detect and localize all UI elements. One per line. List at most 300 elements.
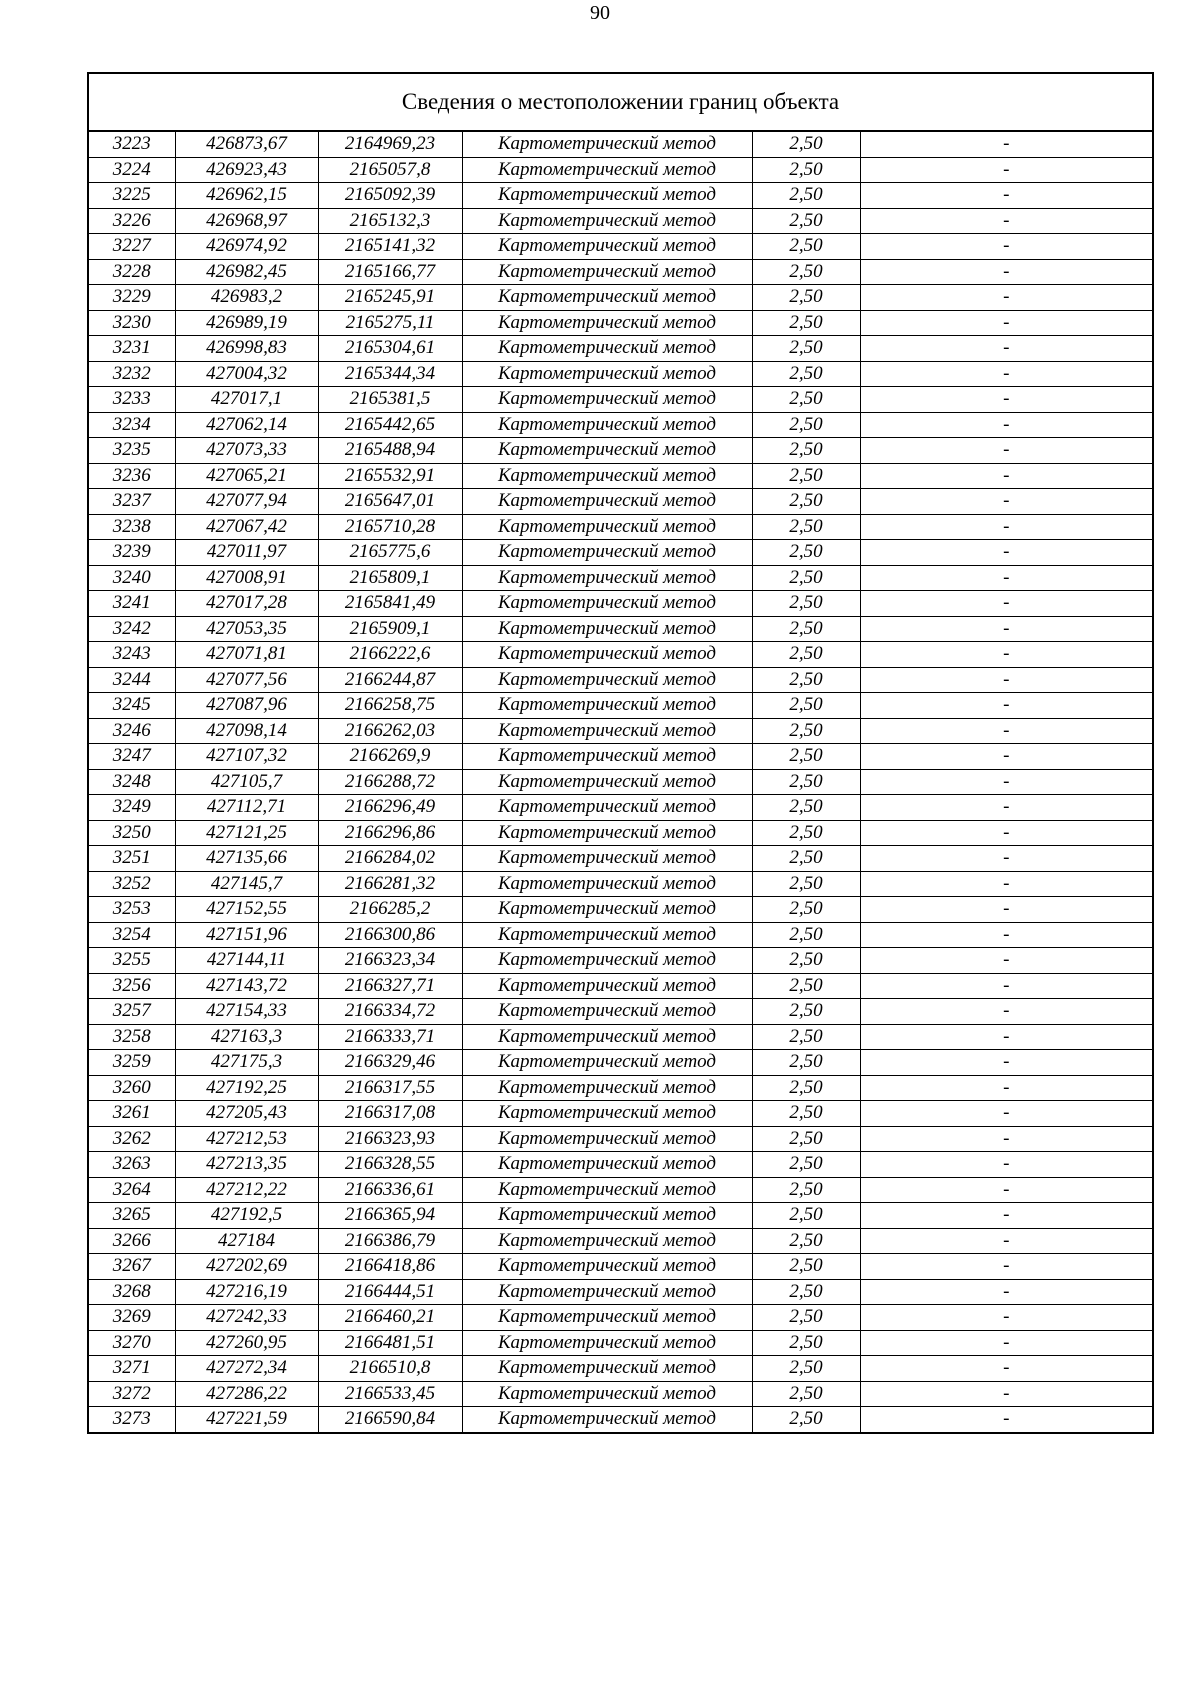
accuracy-cell: 2,50 (752, 973, 860, 999)
y-coordinate-cell: 2166262,03 (318, 718, 462, 744)
table-row (89, 1254, 1152, 1280)
description-cell: - (860, 897, 1152, 923)
x-coordinate-cell: 427144,11 (175, 948, 318, 974)
point-number-cell: 3238 (89, 514, 175, 540)
method-cell: Картометрический метод (462, 438, 752, 464)
table-row (89, 973, 1152, 999)
method-cell: Картометрический метод (462, 948, 752, 974)
y-coordinate-cell: 2166317,55 (318, 1075, 462, 1101)
x-coordinate-cell: 427286,22 (175, 1381, 318, 1407)
y-coordinate-cell: 2165132,3 (318, 208, 462, 234)
x-coordinate-cell: 427062,14 (175, 412, 318, 438)
table-row (89, 310, 1152, 336)
y-coordinate-cell: 2166323,93 (318, 1126, 462, 1152)
table-row (89, 616, 1152, 642)
point-number-cell: 3248 (89, 769, 175, 795)
method-cell: Картометрический метод (462, 922, 752, 948)
table-row (89, 1075, 1152, 1101)
point-number-cell: 3225 (89, 183, 175, 209)
y-coordinate-cell: 2165909,1 (318, 616, 462, 642)
description-cell: - (860, 336, 1152, 362)
point-number-cell: 3256 (89, 973, 175, 999)
y-coordinate-cell: 2166327,71 (318, 973, 462, 999)
accuracy-cell: 2,50 (752, 1024, 860, 1050)
accuracy-cell: 2,50 (752, 795, 860, 821)
x-coordinate-cell: 426989,19 (175, 310, 318, 336)
point-number-cell: 3250 (89, 820, 175, 846)
accuracy-cell: 2,50 (752, 1305, 860, 1331)
y-coordinate-cell: 2165442,65 (318, 412, 462, 438)
y-coordinate-cell: 2165647,01 (318, 489, 462, 515)
method-cell: Картометрический метод (462, 336, 752, 362)
y-coordinate-cell: 2166323,34 (318, 948, 462, 974)
method-cell: Картометрический метод (462, 591, 752, 617)
y-coordinate-cell: 2165381,5 (318, 387, 462, 413)
table-row (89, 1279, 1152, 1305)
point-number-cell: 3254 (89, 922, 175, 948)
point-number-cell: 3273 (89, 1407, 175, 1432)
y-coordinate-cell: 2166336,61 (318, 1177, 462, 1203)
x-coordinate-cell: 427163,3 (175, 1024, 318, 1050)
accuracy-cell: 2,50 (752, 208, 860, 234)
description-cell: - (860, 1279, 1152, 1305)
x-coordinate-cell: 426962,15 (175, 183, 318, 209)
x-coordinate-cell: 427065,21 (175, 463, 318, 489)
description-cell: - (860, 412, 1152, 438)
table-row (89, 514, 1152, 540)
table-row (89, 820, 1152, 846)
method-cell: Картометрический метод (462, 795, 752, 821)
y-coordinate-cell: 2166510,8 (318, 1356, 462, 1382)
accuracy-cell: 2,50 (752, 1050, 860, 1076)
point-number-cell: 3233 (89, 387, 175, 413)
x-coordinate-cell: 427192,25 (175, 1075, 318, 1101)
description-cell: - (860, 463, 1152, 489)
table-row (89, 744, 1152, 770)
table-row (89, 1050, 1152, 1076)
y-coordinate-cell: 2165245,91 (318, 285, 462, 311)
description-cell: - (860, 693, 1152, 719)
table-row (89, 1126, 1152, 1152)
x-coordinate-cell: 427004,32 (175, 361, 318, 387)
table-row (89, 922, 1152, 948)
y-coordinate-cell: 2166460,21 (318, 1305, 462, 1331)
accuracy-cell: 2,50 (752, 1279, 860, 1305)
point-number-cell: 3243 (89, 642, 175, 668)
description-cell: - (860, 820, 1152, 846)
method-cell: Картометрический метод (462, 1254, 752, 1280)
method-cell: Картометрический метод (462, 1330, 752, 1356)
accuracy-cell: 2,50 (752, 769, 860, 795)
point-number-cell: 3261 (89, 1101, 175, 1127)
accuracy-cell: 2,50 (752, 132, 860, 157)
table-row (89, 489, 1152, 515)
point-number-cell: 3227 (89, 234, 175, 260)
method-cell: Картометрический метод (462, 514, 752, 540)
point-number-cell: 3268 (89, 1279, 175, 1305)
y-coordinate-cell: 2165488,94 (318, 438, 462, 464)
point-number-cell: 3263 (89, 1152, 175, 1178)
table-row (89, 208, 1152, 234)
method-cell: Картометрический метод (462, 820, 752, 846)
y-coordinate-cell: 2164969,23 (318, 132, 462, 157)
description-cell: - (860, 438, 1152, 464)
boundary-table (87, 72, 1154, 1434)
method-cell: Картометрический метод (462, 973, 752, 999)
method-cell: Картометрический метод (462, 769, 752, 795)
description-cell: - (860, 157, 1152, 183)
x-coordinate-cell: 427213,35 (175, 1152, 318, 1178)
accuracy-cell: 2,50 (752, 1407, 860, 1432)
table-row (89, 769, 1152, 795)
method-cell: Картометрический метод (462, 1228, 752, 1254)
method-cell: Картометрический метод (462, 1050, 752, 1076)
point-number-cell: 3253 (89, 897, 175, 923)
point-number-cell: 3223 (89, 132, 175, 157)
description-cell: - (860, 922, 1152, 948)
accuracy-cell: 2,50 (752, 871, 860, 897)
method-cell: Картометрический метод (462, 463, 752, 489)
y-coordinate-cell: 2166300,86 (318, 922, 462, 948)
x-coordinate-cell: 427175,3 (175, 1050, 318, 1076)
description-cell: - (860, 489, 1152, 515)
x-coordinate-cell: 427011,97 (175, 540, 318, 566)
description-cell: - (860, 846, 1152, 872)
x-coordinate-cell: 427221,59 (175, 1407, 318, 1432)
description-cell: - (860, 948, 1152, 974)
description-cell: - (860, 1024, 1152, 1050)
table-row (89, 412, 1152, 438)
method-cell: Картометрический метод (462, 693, 752, 719)
accuracy-cell: 2,50 (752, 285, 860, 311)
method-cell: Картометрический метод (462, 999, 752, 1025)
description-cell: - (860, 642, 1152, 668)
description-cell: - (860, 1228, 1152, 1254)
x-coordinate-cell: 427087,96 (175, 693, 318, 719)
method-cell: Картометрический метод (462, 540, 752, 566)
description-cell: - (860, 1075, 1152, 1101)
accuracy-cell: 2,50 (752, 1330, 860, 1356)
table-row (89, 667, 1152, 693)
description-cell: - (860, 718, 1152, 744)
table-row (89, 642, 1152, 668)
x-coordinate-cell: 426974,92 (175, 234, 318, 260)
table-row (89, 336, 1152, 362)
description-cell: - (860, 973, 1152, 999)
point-number-cell: 3247 (89, 744, 175, 770)
accuracy-cell: 2,50 (752, 820, 860, 846)
x-coordinate-cell: 427073,33 (175, 438, 318, 464)
method-cell: Картометрический метод (462, 208, 752, 234)
table-row (89, 591, 1152, 617)
accuracy-cell: 2,50 (752, 616, 860, 642)
accuracy-cell: 2,50 (752, 642, 860, 668)
description-cell: - (860, 1203, 1152, 1229)
table-row (89, 693, 1152, 719)
point-number-cell: 3234 (89, 412, 175, 438)
x-coordinate-cell: 427098,14 (175, 718, 318, 744)
accuracy-cell: 2,50 (752, 463, 860, 489)
method-cell: Картометрический метод (462, 1177, 752, 1203)
table-row (89, 718, 1152, 744)
accuracy-cell: 2,50 (752, 514, 860, 540)
x-coordinate-cell: 427145,7 (175, 871, 318, 897)
method-cell: Картометрический метод (462, 1024, 752, 1050)
x-coordinate-cell: 427008,91 (175, 565, 318, 591)
accuracy-cell: 2,50 (752, 922, 860, 948)
accuracy-cell: 2,50 (752, 540, 860, 566)
point-number-cell: 3239 (89, 540, 175, 566)
description-cell: - (860, 795, 1152, 821)
method-cell: Картометрический метод (462, 310, 752, 336)
y-coordinate-cell: 2166334,72 (318, 999, 462, 1025)
point-number-cell: 3242 (89, 616, 175, 642)
accuracy-cell: 2,50 (752, 846, 860, 872)
table-row (89, 1305, 1152, 1331)
accuracy-cell: 2,50 (752, 1152, 860, 1178)
point-number-cell: 3246 (89, 718, 175, 744)
x-coordinate-cell: 427121,25 (175, 820, 318, 846)
table-row (89, 1152, 1152, 1178)
point-number-cell: 3232 (89, 361, 175, 387)
accuracy-cell: 2,50 (752, 948, 860, 974)
table-row (89, 463, 1152, 489)
accuracy-cell: 2,50 (752, 591, 860, 617)
method-cell: Картометрический метод (462, 897, 752, 923)
description-cell: - (860, 565, 1152, 591)
point-number-cell: 3244 (89, 667, 175, 693)
method-cell: Картометрический метод (462, 1279, 752, 1305)
y-coordinate-cell: 2166590,84 (318, 1407, 462, 1432)
x-coordinate-cell: 427272,34 (175, 1356, 318, 1382)
method-cell: Картометрический метод (462, 412, 752, 438)
y-coordinate-cell: 2165141,32 (318, 234, 462, 260)
method-cell: Картометрический метод (462, 1203, 752, 1229)
table-row (89, 1330, 1152, 1356)
table-row (89, 565, 1152, 591)
description-cell: - (860, 132, 1152, 157)
point-number-cell: 3226 (89, 208, 175, 234)
description-cell: - (860, 310, 1152, 336)
accuracy-cell: 2,50 (752, 999, 860, 1025)
y-coordinate-cell: 2166317,08 (318, 1101, 462, 1127)
method-cell: Картометрический метод (462, 489, 752, 515)
method-cell: Картометрический метод (462, 157, 752, 183)
x-coordinate-cell: 427077,94 (175, 489, 318, 515)
point-number-cell: 3260 (89, 1075, 175, 1101)
point-number-cell: 3259 (89, 1050, 175, 1076)
y-coordinate-cell: 2165092,39 (318, 183, 462, 209)
table-row (89, 361, 1152, 387)
description-cell: - (860, 616, 1152, 642)
method-cell: Картометрический метод (462, 259, 752, 285)
description-cell: - (860, 1177, 1152, 1203)
x-coordinate-cell: 427202,69 (175, 1254, 318, 1280)
y-coordinate-cell: 2165344,34 (318, 361, 462, 387)
accuracy-cell: 2,50 (752, 1254, 860, 1280)
point-number-cell: 3245 (89, 693, 175, 719)
accuracy-cell: 2,50 (752, 1101, 860, 1127)
y-coordinate-cell: 2166296,49 (318, 795, 462, 821)
y-coordinate-cell: 2165809,1 (318, 565, 462, 591)
table-row (89, 795, 1152, 821)
y-coordinate-cell: 2165710,28 (318, 514, 462, 540)
y-coordinate-cell: 2165275,11 (318, 310, 462, 336)
method-cell: Картометрический метод (462, 616, 752, 642)
x-coordinate-cell: 427017,1 (175, 387, 318, 413)
accuracy-cell: 2,50 (752, 1075, 860, 1101)
point-number-cell: 3269 (89, 1305, 175, 1331)
point-number-cell: 3249 (89, 795, 175, 821)
description-cell: - (860, 1381, 1152, 1407)
method-cell: Картометрический метод (462, 285, 752, 311)
x-coordinate-cell: 427071,81 (175, 642, 318, 668)
point-number-cell: 3236 (89, 463, 175, 489)
x-coordinate-cell: 427205,43 (175, 1101, 318, 1127)
y-coordinate-cell: 2166258,75 (318, 693, 462, 719)
table-row (89, 1407, 1152, 1432)
accuracy-cell: 2,50 (752, 336, 860, 362)
method-cell: Картометрический метод (462, 183, 752, 209)
point-number-cell: 3240 (89, 565, 175, 591)
point-number-cell: 3257 (89, 999, 175, 1025)
method-cell: Картометрический метод (462, 744, 752, 770)
table-row (89, 1356, 1152, 1382)
method-cell: Картометрический метод (462, 1381, 752, 1407)
method-cell: Картометрический метод (462, 1305, 752, 1331)
x-coordinate-cell: 427053,35 (175, 616, 318, 642)
accuracy-cell: 2,50 (752, 1177, 860, 1203)
description-cell: - (860, 1356, 1152, 1382)
y-coordinate-cell: 2166288,72 (318, 769, 462, 795)
description-cell: - (860, 183, 1152, 209)
accuracy-cell: 2,50 (752, 259, 860, 285)
x-coordinate-cell: 427151,96 (175, 922, 318, 948)
x-coordinate-cell: 427017,28 (175, 591, 318, 617)
accuracy-cell: 2,50 (752, 157, 860, 183)
table-row (89, 1024, 1152, 1050)
y-coordinate-cell: 2166418,86 (318, 1254, 462, 1280)
description-cell: - (860, 1407, 1152, 1432)
point-number-cell: 3237 (89, 489, 175, 515)
x-coordinate-cell: 427077,56 (175, 667, 318, 693)
accuracy-cell: 2,50 (752, 565, 860, 591)
description-cell: - (860, 234, 1152, 260)
point-number-cell: 3235 (89, 438, 175, 464)
table-row (89, 259, 1152, 285)
x-coordinate-cell: 427105,7 (175, 769, 318, 795)
point-number-cell: 3271 (89, 1356, 175, 1382)
accuracy-cell: 2,50 (752, 693, 860, 719)
point-number-cell: 3255 (89, 948, 175, 974)
y-coordinate-cell: 2166365,94 (318, 1203, 462, 1229)
method-cell: Картометрический метод (462, 846, 752, 872)
method-cell: Картометрический метод (462, 1075, 752, 1101)
method-cell: Картометрический метод (462, 387, 752, 413)
y-coordinate-cell: 2165304,61 (318, 336, 462, 362)
table-body (89, 132, 1152, 1432)
table-row (89, 183, 1152, 209)
description-cell: - (860, 1050, 1152, 1076)
method-cell: Картометрический метод (462, 1126, 752, 1152)
table-row (89, 1203, 1152, 1229)
x-coordinate-cell: 427192,5 (175, 1203, 318, 1229)
method-cell: Картометрический метод (462, 1152, 752, 1178)
description-cell: - (860, 259, 1152, 285)
point-number-cell: 3230 (89, 310, 175, 336)
x-coordinate-cell: 427212,53 (175, 1126, 318, 1152)
x-coordinate-cell: 427107,32 (175, 744, 318, 770)
x-coordinate-cell: 427143,72 (175, 973, 318, 999)
y-coordinate-cell: 2166281,32 (318, 871, 462, 897)
method-cell: Картометрический метод (462, 565, 752, 591)
accuracy-cell: 2,50 (752, 1126, 860, 1152)
y-coordinate-cell: 2165532,91 (318, 463, 462, 489)
x-coordinate-cell: 427242,33 (175, 1305, 318, 1331)
point-number-cell: 3229 (89, 285, 175, 311)
x-coordinate-cell: 426968,97 (175, 208, 318, 234)
description-cell: - (860, 208, 1152, 234)
method-cell: Картометрический метод (462, 642, 752, 668)
y-coordinate-cell: 2165841,49 (318, 591, 462, 617)
description-cell: - (860, 387, 1152, 413)
description-cell: - (860, 1101, 1152, 1127)
point-number-cell: 3264 (89, 1177, 175, 1203)
point-number-cell: 3224 (89, 157, 175, 183)
x-coordinate-cell: 427154,33 (175, 999, 318, 1025)
accuracy-cell: 2,50 (752, 667, 860, 693)
point-number-cell: 3241 (89, 591, 175, 617)
y-coordinate-cell: 2166329,46 (318, 1050, 462, 1076)
y-coordinate-cell: 2166296,86 (318, 820, 462, 846)
table-row (89, 1228, 1152, 1254)
method-cell: Картометрический метод (462, 718, 752, 744)
table-row (89, 897, 1152, 923)
description-cell: - (860, 1330, 1152, 1356)
description-cell: - (860, 514, 1152, 540)
table-row (89, 1101, 1152, 1127)
x-coordinate-cell: 426982,45 (175, 259, 318, 285)
point-number-cell: 3228 (89, 259, 175, 285)
y-coordinate-cell: 2165775,6 (318, 540, 462, 566)
page-number: 90 (590, 2, 610, 24)
point-number-cell: 3262 (89, 1126, 175, 1152)
x-coordinate-cell: 427152,55 (175, 897, 318, 923)
accuracy-cell: 2,50 (752, 1356, 860, 1382)
table-row (89, 846, 1152, 872)
accuracy-cell: 2,50 (752, 1228, 860, 1254)
x-coordinate-cell: 427184 (175, 1228, 318, 1254)
x-coordinate-cell: 427112,71 (175, 795, 318, 821)
y-coordinate-cell: 2166481,51 (318, 1330, 462, 1356)
table-rows (89, 132, 1152, 1432)
description-cell: - (860, 1254, 1152, 1280)
point-number-cell: 3266 (89, 1228, 175, 1254)
x-coordinate-cell: 426983,2 (175, 285, 318, 311)
table-row (89, 234, 1152, 260)
method-cell: Картометрический метод (462, 132, 752, 157)
y-coordinate-cell: 2165166,77 (318, 259, 462, 285)
point-number-cell: 3251 (89, 846, 175, 872)
y-coordinate-cell: 2166386,79 (318, 1228, 462, 1254)
accuracy-cell: 2,50 (752, 412, 860, 438)
description-cell: - (860, 591, 1152, 617)
table-row (89, 540, 1152, 566)
accuracy-cell: 2,50 (752, 183, 860, 209)
point-number-cell: 3272 (89, 1381, 175, 1407)
description-cell: - (860, 361, 1152, 387)
method-cell: Картометрический метод (462, 1101, 752, 1127)
